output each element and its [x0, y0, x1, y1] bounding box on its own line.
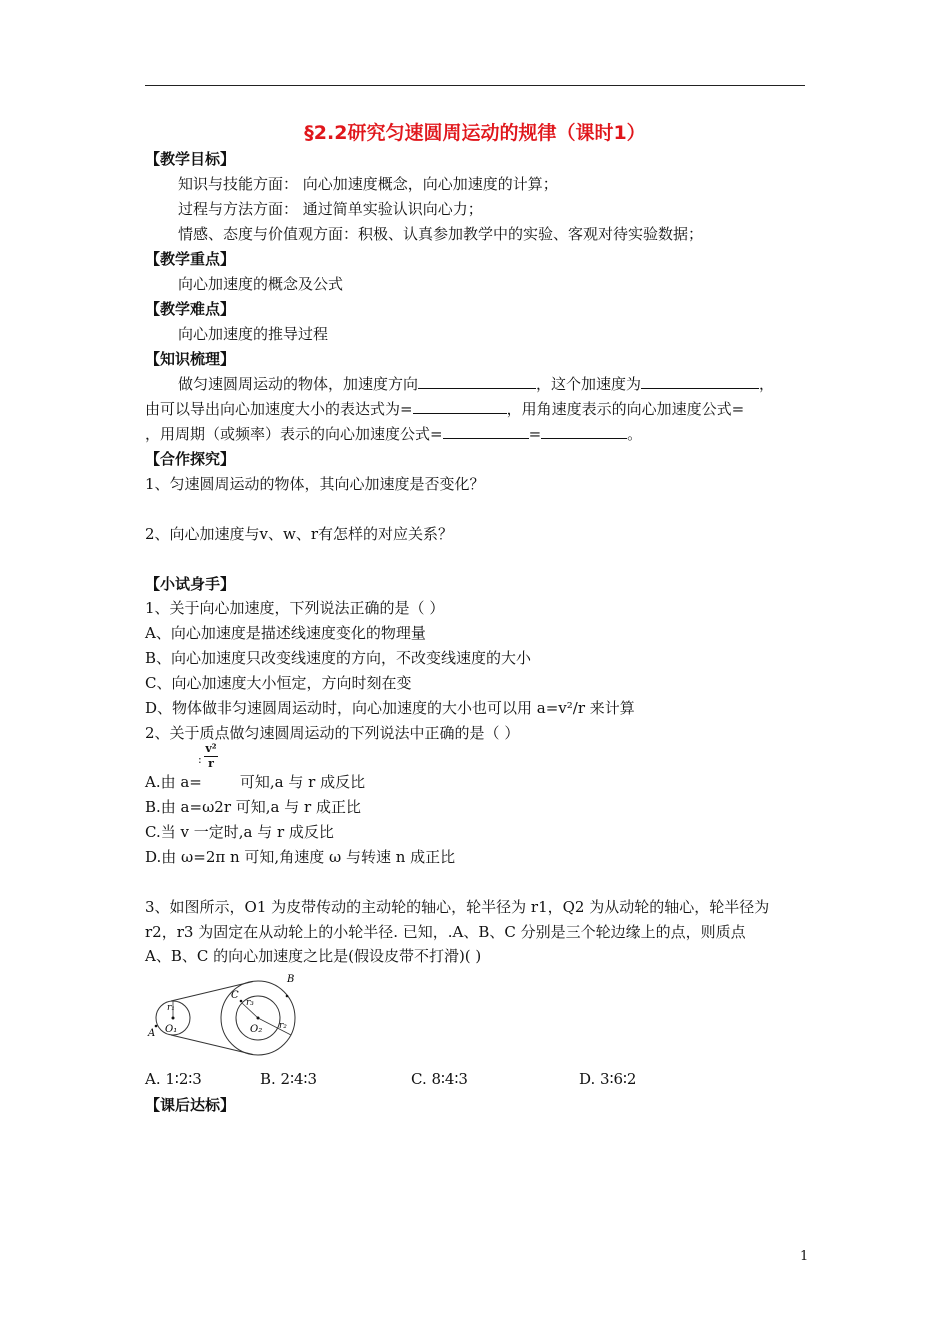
- question-1-option: B、向心加速度只改变线速度的方向，不改变线速度的大小: [145, 649, 532, 667]
- difficulty-heading: 【教学难点】: [145, 300, 236, 318]
- review-line-2: [145, 399, 744, 419]
- formula-numerator: v²: [205, 742, 217, 755]
- question-2-option: [145, 772, 365, 792]
- goal-item: 情感、态度与价值观方面：积极、认真参加教学中的实验、客观对待实验数据；: [178, 225, 704, 243]
- review-text: 由可以导出向心加速度大小的表达式为=: [145, 400, 413, 418]
- center-dot: [172, 1017, 175, 1020]
- fill-blank[interactable]: [641, 374, 759, 389]
- point-dot: [155, 1025, 158, 1028]
- point-dot: [240, 1000, 243, 1003]
- belt-top: [171, 982, 253, 1002]
- formula-denominator: r: [208, 757, 214, 770]
- question-1-option: C、向心加速度大小恒定，方向时刻在变: [145, 674, 412, 692]
- review-text: ，: [759, 375, 775, 393]
- header-rule: [145, 85, 805, 86]
- key-point-text: 向心加速度的概念及公式: [178, 275, 344, 293]
- question-1: 1、关于向心加速度，下列说法正确的是（ ）: [145, 599, 445, 617]
- label-O1: O₁: [165, 1024, 178, 1035]
- fill-blank[interactable]: [418, 374, 536, 389]
- explore-question: 2、向心加速度与v、w、r有怎样的对应关系？: [145, 525, 454, 543]
- question-3-line: r2，r3 为固定在从动轮上的小轮半径. 已知，.A、B、C 分别是三个轮边缘上的点，则质点: [145, 923, 746, 941]
- question-2-option: C.当 v 一定时,a 与 r 成反比: [145, 823, 334, 841]
- review-text: 。: [627, 425, 643, 443]
- review-text: =: [528, 425, 542, 443]
- label-r1: r₁: [167, 1003, 175, 1013]
- question-2: 2、关于质点做匀速圆周运动的下列说法中正确的是（ ）: [145, 724, 520, 742]
- review-text: ，用角速度表示的向心加速度公式=: [506, 400, 745, 418]
- question-1-option: A、向心加速度是描述线速度变化的物理量: [145, 624, 426, 642]
- label-B: B: [287, 974, 295, 985]
- goal-item: 过程与方法方面： 通过简单实验认识向心力；: [178, 200, 483, 218]
- belt-pulley-diagram: [145, 970, 305, 1060]
- difficulty-text: 向心加速度的推导过程: [178, 325, 329, 343]
- option-a-prefix: A.由 a=: [145, 773, 202, 791]
- practice-heading: 【小试身手】: [145, 575, 236, 593]
- v-squared-over-r-formula: [198, 743, 218, 770]
- point-dot: [286, 995, 289, 998]
- review-heading: 【知识梳理】: [145, 350, 236, 368]
- review-text: 做匀速圆周运动的物体，加速度方向: [178, 375, 419, 393]
- question-3-line: A、B、C 的向心加速度之比是(假设皮带不打滑)( ): [145, 947, 482, 965]
- question-2-option: B.由 a=ω2r 可知,a 与 r 成正比: [145, 798, 361, 816]
- label-A: A: [148, 1028, 156, 1039]
- goal-item: 知识与技能方面： 向心加速度概念，向心加速度的计算；: [178, 175, 558, 193]
- review-line-3: [145, 424, 642, 444]
- fill-blank[interactable]: [443, 424, 529, 439]
- question-3-option: A. 1∶2∶3: [145, 1070, 202, 1088]
- page-number: 1: [800, 1249, 809, 1264]
- question-2-option: D.由 ω=2π n 可知,角速度 ω 与转速 n 成正比: [145, 848, 456, 866]
- after-class-heading: 【课后达标】: [145, 1096, 236, 1114]
- fill-blank[interactable]: [413, 399, 507, 414]
- review-line-1: [178, 374, 774, 394]
- explore-question: 1、匀速圆周运动的物体，其向心加速度是否变化？: [145, 475, 485, 493]
- center-dot: [257, 1017, 260, 1020]
- question-3-option: B. 2∶4∶3: [260, 1070, 317, 1088]
- label-r3: r₃: [246, 998, 254, 1008]
- question-1-option: D、物体做非匀速圆周运动时，向心加速度的大小也可以用 a=v²/r 来计算: [145, 699, 635, 717]
- review-text: ，这个加速度为: [536, 375, 642, 393]
- explore-heading: 【合作探究】: [145, 450, 236, 468]
- label-C: C: [231, 990, 239, 1001]
- page-title: §2.2研究匀速圆周运动的规律（课时1）: [304, 122, 646, 144]
- formula-colon: :: [198, 753, 202, 766]
- question-3-option: C. 8∶4∶3: [411, 1070, 468, 1088]
- question-3-option: D. 3∶6∶2: [579, 1070, 637, 1088]
- fill-blank[interactable]: [541, 424, 627, 439]
- question-3-line: 3、如图所示，O1 为皮带传动的主动轮的轴心，轮半径为 r1，Q2 为从动轮的轴心，轮半径为: [145, 898, 770, 916]
- option-a-suffix: 可知,a 与 r 成反比: [239, 773, 366, 791]
- label-r2: r₂: [279, 1021, 287, 1031]
- goals-heading: 【教学目标】: [145, 150, 236, 168]
- label-O2: O₂: [250, 1024, 263, 1035]
- belt-bottom: [171, 1035, 253, 1055]
- review-text: ，用周期（或频率）表示的向心加速度公式=: [145, 425, 443, 443]
- key-point-heading: 【教学重点】: [145, 250, 236, 268]
